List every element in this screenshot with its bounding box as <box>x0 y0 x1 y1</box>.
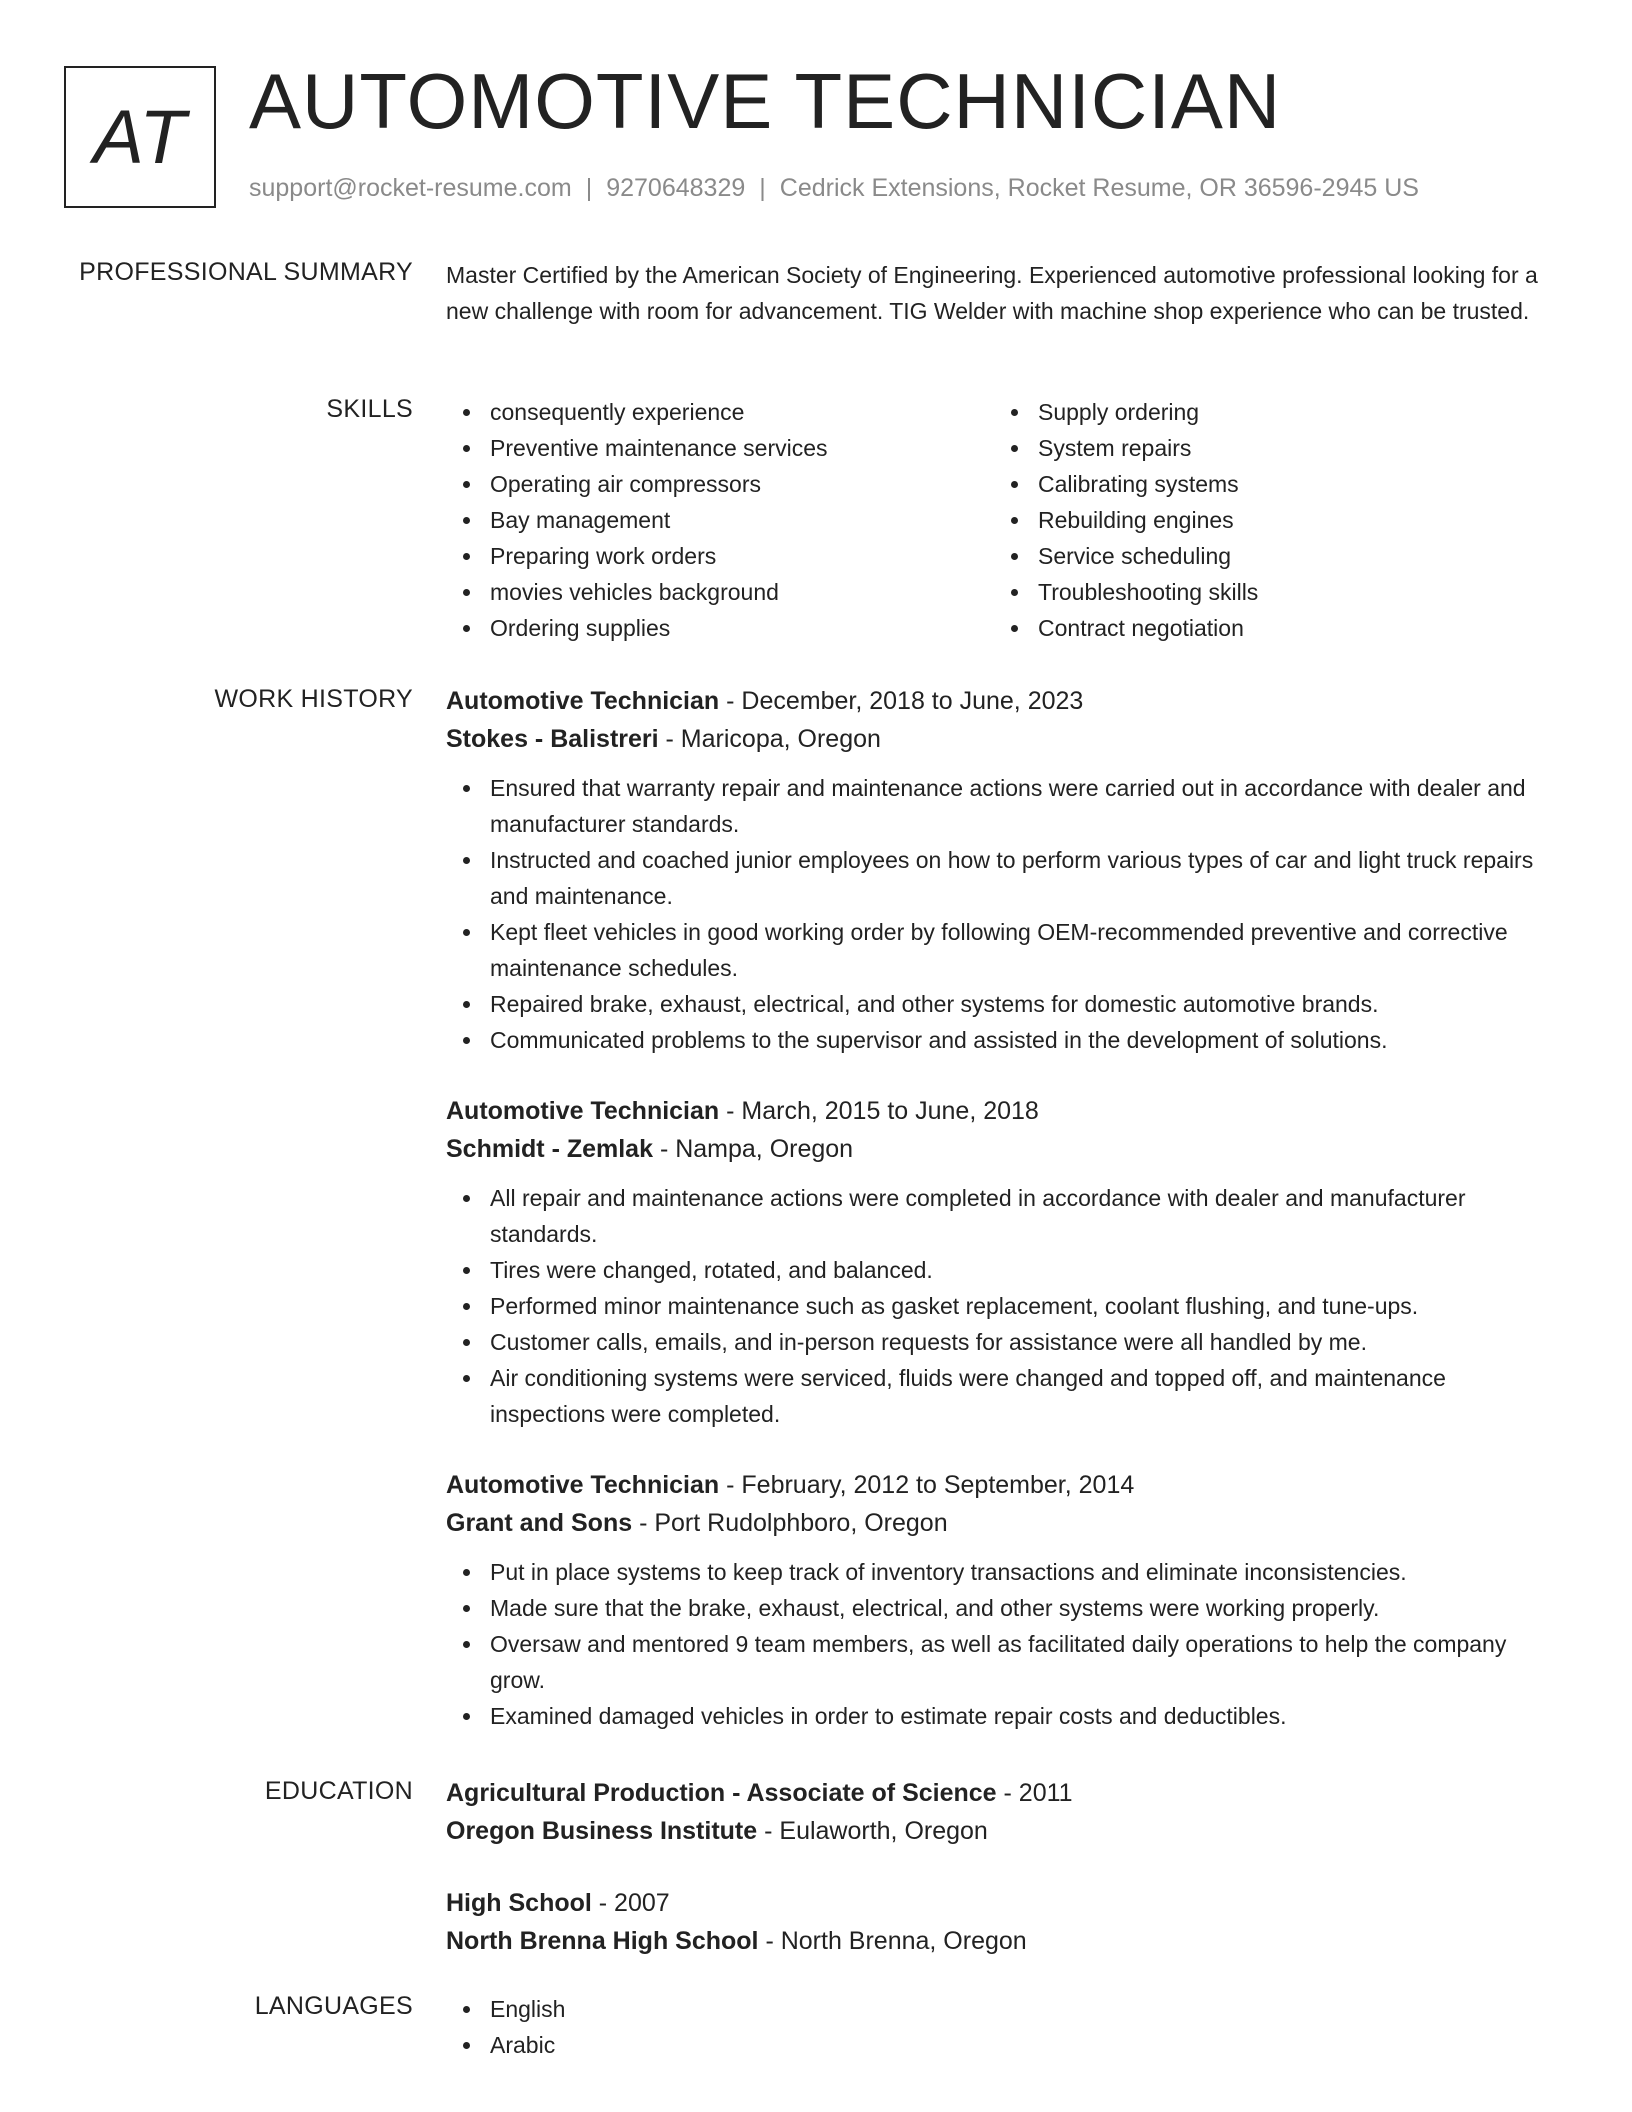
skills-list-left <box>446 394 994 646</box>
contact-email: support@rocket-resume.com <box>249 174 572 202</box>
skill-item: consequently experience <box>446 394 994 430</box>
skill-item: Preventive maintenance services <box>446 430 994 466</box>
skill-item: Preparing work orders <box>446 538 994 574</box>
contact-phone: 9270648329 <box>606 174 746 202</box>
skill-item: Bay management <box>446 502 994 538</box>
summary-text: Master Certified by the American Society of Engineering. Experienced automotive professional looking for a new challenge with room for advancement. TIG Welder with machine shop experience who can be trusted. <box>446 262 1538 324</box>
skill-item: Service scheduling <box>994 538 1542 574</box>
contact-separator: | <box>585 174 593 202</box>
job-location: - Nampa, Oregon <box>653 1135 854 1163</box>
job-entry <box>446 1092 1566 1432</box>
languages-list <box>446 1991 1566 2063</box>
skill-item: Troubleshooting skills <box>994 574 1542 610</box>
duty-item: Repaired brake, exhaust, electrical, and other systems for domestic automotive brands. <box>446 986 1566 1022</box>
job-title-line <box>446 1092 1566 1130</box>
job-title-line <box>446 1466 1566 1504</box>
job-company: Stokes - Balistreri <box>446 725 659 753</box>
education-degree-line <box>446 1774 1566 1812</box>
skill-item: System repairs <box>994 430 1542 466</box>
duty-item: Instructed and coached junior employees on how to perform various types of car and light truck repairs and maintenance. <box>446 842 1566 914</box>
duty-item: Oversaw and mentored 9 team members, as well as facilitated daily operations to help the company grow. <box>446 1626 1566 1698</box>
work-title: WORK HISTORY <box>214 685 413 713</box>
duty-item: Put in place systems to keep track of inventory transactions and eliminate inconsistencies. <box>446 1554 1566 1590</box>
education-degree: High School <box>446 1889 592 1917</box>
job-dates: - December, 2018 to June, 2023 <box>719 687 1084 715</box>
job-location: - Port Rudolphboro, Oregon <box>632 1509 948 1537</box>
duty-item: Kept fleet vehicles in good working order by following OEM-recommended preventive and corrective maintenance schedules. <box>446 914 1566 986</box>
education-year: - 2011 <box>996 1779 1073 1807</box>
job-dates: - March, 2015 to June, 2018 <box>719 1097 1039 1125</box>
duty-item: Communicated problems to the supervisor and assisted in the development of solutions. <box>446 1022 1566 1058</box>
duty-item: Customer calls, emails, and in-person requests for assistance were all handled by me. <box>446 1324 1566 1360</box>
duty-item: Examined damaged vehicles in order to estimate repair costs and deductibles. <box>446 1698 1566 1734</box>
skill-item: movies vehicles background <box>446 574 994 610</box>
languages-body <box>446 1991 1566 2063</box>
duty-item: All repair and maintenance actions were completed in accordance with dealer and manufacturer standards. <box>446 1180 1566 1252</box>
skill-item: Operating air compressors <box>446 466 994 502</box>
contact-line <box>249 174 1419 203</box>
skills-body <box>446 394 1566 646</box>
job-duties <box>446 1554 1566 1734</box>
skill-item: Ordering supplies <box>446 610 994 646</box>
monogram-box <box>64 66 216 208</box>
education-entry <box>446 1774 1566 1850</box>
skill-item: Supply ordering <box>994 394 1542 430</box>
education-body <box>446 1774 1566 1960</box>
monogram-initials: AT <box>93 94 187 180</box>
job-duties <box>446 1180 1566 1432</box>
language-item: English <box>446 1991 1566 2027</box>
job-company-line <box>446 720 1566 758</box>
job-company: Grant and Sons <box>446 1509 633 1537</box>
summary-title: PROFESSIONAL SUMMARY <box>79 258 413 286</box>
resume-name: AUTOMOTIVE TECHNICIAN <box>249 57 1282 145</box>
duty-item: Tires were changed, rotated, and balanced. <box>446 1252 1566 1288</box>
education-school-line <box>446 1922 1566 1960</box>
skills-title: SKILLS <box>326 395 413 423</box>
job-role: Automotive Technician <box>446 1471 720 1499</box>
job-role: Automotive Technician <box>446 1097 720 1125</box>
job-entry <box>446 1466 1566 1734</box>
job-company-line <box>446 1504 1566 1542</box>
work-body <box>446 682 1566 1734</box>
skill-item: Rebuilding engines <box>994 502 1542 538</box>
job-location: - Maricopa, Oregon <box>658 725 881 753</box>
education-degree-line <box>446 1884 1566 1922</box>
duty-item: Performed minor maintenance such as gasket replacement, coolant flushing, and tune-ups. <box>446 1288 1566 1324</box>
job-company-line <box>446 1130 1566 1168</box>
education-year: - 2007 <box>591 1889 670 1917</box>
job-dates: - February, 2012 to September, 2014 <box>719 1471 1135 1499</box>
languages-title: LANGUAGES <box>254 1992 413 2020</box>
job-company: Schmidt - Zemlak <box>446 1135 653 1163</box>
skill-item: Calibrating systems <box>994 466 1542 502</box>
job-role: Automotive Technician <box>446 687 720 715</box>
education-degree: Agricultural Production - Associate of Science <box>446 1779 997 1807</box>
skill-item: Contract negotiation <box>994 610 1542 646</box>
job-title-line <box>446 682 1566 720</box>
job-entry <box>446 682 1566 1058</box>
education-school: Oregon Business Institute <box>446 1817 758 1845</box>
education-title: EDUCATION <box>264 1777 413 1805</box>
education-entry <box>446 1884 1566 1960</box>
language-item: Arabic <box>446 2027 1566 2063</box>
job-duties <box>446 770 1566 1058</box>
duty-item: Ensured that warranty repair and maintenance actions were carried out in accordance with dealer and manufacturer standards. <box>446 770 1566 842</box>
contact-address: Cedrick Extensions, Rocket Resume, OR 36596-2945 US <box>779 174 1419 202</box>
education-location: - Eulaworth, Oregon <box>757 1817 988 1845</box>
duty-item: Air conditioning systems were serviced, fluids were changed and topped off, and maintenance inspections were completed. <box>446 1360 1566 1432</box>
skills-list-right <box>994 394 1542 646</box>
education-school-line <box>446 1812 1566 1850</box>
contact-separator: | <box>759 174 766 202</box>
education-school: North Brenna High School <box>446 1927 759 1955</box>
education-location: - North Brenna, Oregon <box>758 1927 1027 1955</box>
duty-item: Made sure that the brake, exhaust, electrical, and other systems were working properly. <box>446 1590 1566 1626</box>
